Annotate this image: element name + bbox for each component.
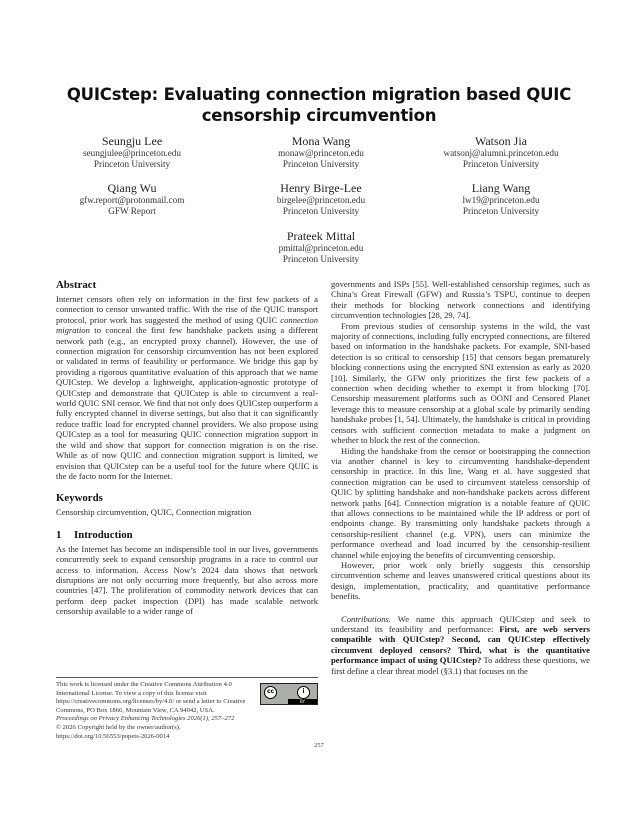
keywords-text: Censorship circumvention, QUIC, Connection migration bbox=[56, 507, 252, 518]
author-email[interactable]: seungjulee@princeton.edu bbox=[82, 148, 181, 158]
author bbox=[411, 181, 591, 217]
doi-link[interactable]: https://doi.org/10.56553/popets-2026-0014 bbox=[56, 732, 170, 740]
author-email[interactable]: birgelee@princeton.edu bbox=[276, 195, 366, 205]
author-affiliation: Princeton University bbox=[282, 206, 360, 216]
author-affiliation: Princeton University bbox=[282, 159, 360, 169]
research-questions: First, are web servers compatible with QUICstep? Second, can QUICstep effectively circumvent deployed censors? Third, what is the quantitative performance impact of using QUICstep? bbox=[331, 624, 590, 666]
author bbox=[231, 134, 411, 170]
abstract-text-part: to conceal the first few handshake packets using a different network path (e.g., an encrypted proxy channel). However, the use of connection migration for censorship circumvention has not been explored or validated in terms of feasibility or performance. We bridge this gap by providing a rigorous quantitative evaluation of this approach that we name QUICstep. We develop a lightweight, application-agnostic prototype of QUICstep and demonstrate that QUICstep is able to circumvent a real-world QUIC SNI censor. We find that not only does QUICstep outperform a fully encrypted channel in diverse settings, but also that it can significantly reduce traffic load for encrypted channel providers. We also propose using QUICstep as a tool for measuring QUIC connection migration support in the wild and show that support for connection migration is on the rise. While as of now QUIC and connection migration support is limited, we envision that QUICstep can be a useful tool for the future where QUIC is the de facto norm for the Internet. bbox=[56, 325, 318, 481]
author-name: Liang Wang bbox=[471, 181, 531, 195]
cc-icon: cc bbox=[264, 686, 277, 699]
author bbox=[231, 181, 411, 217]
keywords-heading: Keywords bbox=[56, 492, 103, 505]
intro-paragraph: As the Internet has become an indispensible tool in our lives, governments concurrently seek to expand censorship programs in a race to control our access to information. Access Now’s 2024 data shows that network disruptions are not only occurring more frequently, but also across more countries [47]. The proliferation of commodity network devices that can perform deep packet inspection (DPI) has made scalable network censorship available to a wider range of bbox=[56, 543, 318, 617]
contributions-text: To address these questions, we first define a clear threat model (§3.1) that focuses on the bbox=[331, 655, 590, 676]
intro-paragraph: Hiding the handshake from the censor or bootstrapping the connection via another channel is key to circumventing handshake-dependent censorship in practice. In this line, Wang et al. have suggested that connection migration can be used to circumvent stateless censorship of QUIC by splitting handshake and non-handshake packets across different network paths [64]. Connection migration is a notable feature of QUIC that allows connections to be maintained while the IP address or port of endpoints change. By transmitting only handshake packets through a censorship-resilient channel (e.g. VPN), users can minimize the performance overhead and load incurred by the censorship-resilient channel while enjoying the benefits of circumventing censorship. bbox=[331, 445, 590, 560]
author-name: Seungju Lee bbox=[101, 134, 163, 148]
right-column bbox=[331, 279, 590, 676]
author-email[interactable]: pmittal@princeton.edu bbox=[278, 243, 364, 253]
intro-paragraph: governments and ISPs [55]. Well-established censorship regimes, such as China’s Great Firewall (GFW) and Russia’s TSPU, continue to deepen their methods for blocking network connections and identifying circumvention technologies [28, 29, 74]. bbox=[331, 279, 590, 321]
page-number: 257 bbox=[314, 742, 324, 749]
author bbox=[42, 181, 222, 217]
contributions-paragraph bbox=[331, 614, 590, 676]
paper-title: QUICstep: Evaluating connection migration based QUIC censorship circumvention bbox=[66, 85, 572, 125]
section-title: Introduction bbox=[74, 528, 133, 541]
copyright-text: © 2026 Copyright held by the owner/author(s). bbox=[56, 723, 181, 731]
author-name: Mona Wang bbox=[291, 134, 351, 148]
author-affiliation: Princeton University bbox=[462, 159, 540, 169]
author-name: Qiang Wu bbox=[107, 181, 157, 195]
proceedings-citation: Proceedings on Privacy Enhancing Technologies 2026(1), 257–272 bbox=[56, 715, 235, 723]
author-email[interactable]: watsonj@alumni.princeton.edu bbox=[443, 148, 559, 158]
author-email[interactable]: monaw@princeton.edu bbox=[278, 148, 364, 158]
abstract-emphasis: connection migration bbox=[56, 314, 318, 336]
license-text: This work is licensed under the Creative Commons Attribution 4.0 International License. To view a copy of this license visit https://creativecommons.org/licenses/by/4.0/ or send a letter to Creative Commons, PO Box 1866, Mountain View, CA 94042, USA. bbox=[56, 681, 246, 714]
section-number: 1 bbox=[56, 528, 62, 541]
contributions-label: Contributions. bbox=[341, 613, 391, 624]
intro-paragraph: From previous studies of censorship systems in the wild, the vast majority of connections, including fully encrypted connections, are filtered based on information in the handshake packets. For example, SNI-based detection is so critical to censorship [15] that censors began prematurely blocking connections using the encrypted SNI extension as early as 2020 [10]. Similarly, the GFW only prioritizes the first few packets of a connection when deciding whether to exempt it from blocking [70]. Censorship measurement platforms such as OONI and Censored Planet leverage this to measure censorship at a global scale by primarily sending handshake probes [1, 54]. Ultimately, the handshake is critical in providing censors with sufficient connection metadata to make a judgment on whether to block the rest of the connection. bbox=[331, 320, 590, 446]
abstract-text bbox=[56, 294, 318, 481]
cc-by-badge[interactable] bbox=[260, 683, 318, 705]
abstract-heading: Abstract bbox=[56, 279, 97, 291]
author-name: Watson Jia bbox=[474, 134, 528, 148]
by-label: BY bbox=[288, 699, 317, 704]
attribution-person-icon: i bbox=[297, 686, 310, 699]
author-name: Henry Birge-Lee bbox=[280, 181, 362, 195]
author-email[interactable]: lw19@princeton.edu bbox=[462, 195, 540, 205]
author-name: Prateek Mittal bbox=[286, 229, 356, 243]
intro-paragraph: However, prior work only briefly suggests this censorship circumvention scheme and leaves unanswered critical questions about its design, implementation, practicality, and quantitative performance benefits. bbox=[331, 559, 590, 602]
author bbox=[231, 229, 411, 265]
section-heading-introduction bbox=[56, 529, 318, 542]
author-affiliation: Princeton University bbox=[93, 159, 171, 169]
license-footnote bbox=[56, 677, 318, 741]
author bbox=[411, 134, 591, 170]
abstract-text-part: Internet censors often rely on information in the first few packets of a connection to censor unwanted traffic. With the rise of the QUIC transport protocol, prior work has suggested the method of using QUIC bbox=[56, 294, 318, 325]
author-affiliation: Princeton University bbox=[282, 254, 360, 264]
contributions-text: We name this approach QUICstep and seek to understand its feasibility and performance: bbox=[331, 613, 590, 634]
author-email[interactable]: gfw.report@protonmail.com bbox=[79, 195, 185, 205]
left-column bbox=[56, 279, 318, 617]
author-affiliation: GFW Report bbox=[108, 206, 156, 216]
author bbox=[42, 134, 222, 170]
author-affiliation: Princeton University bbox=[462, 206, 540, 216]
proceedings-text bbox=[56, 715, 318, 724]
